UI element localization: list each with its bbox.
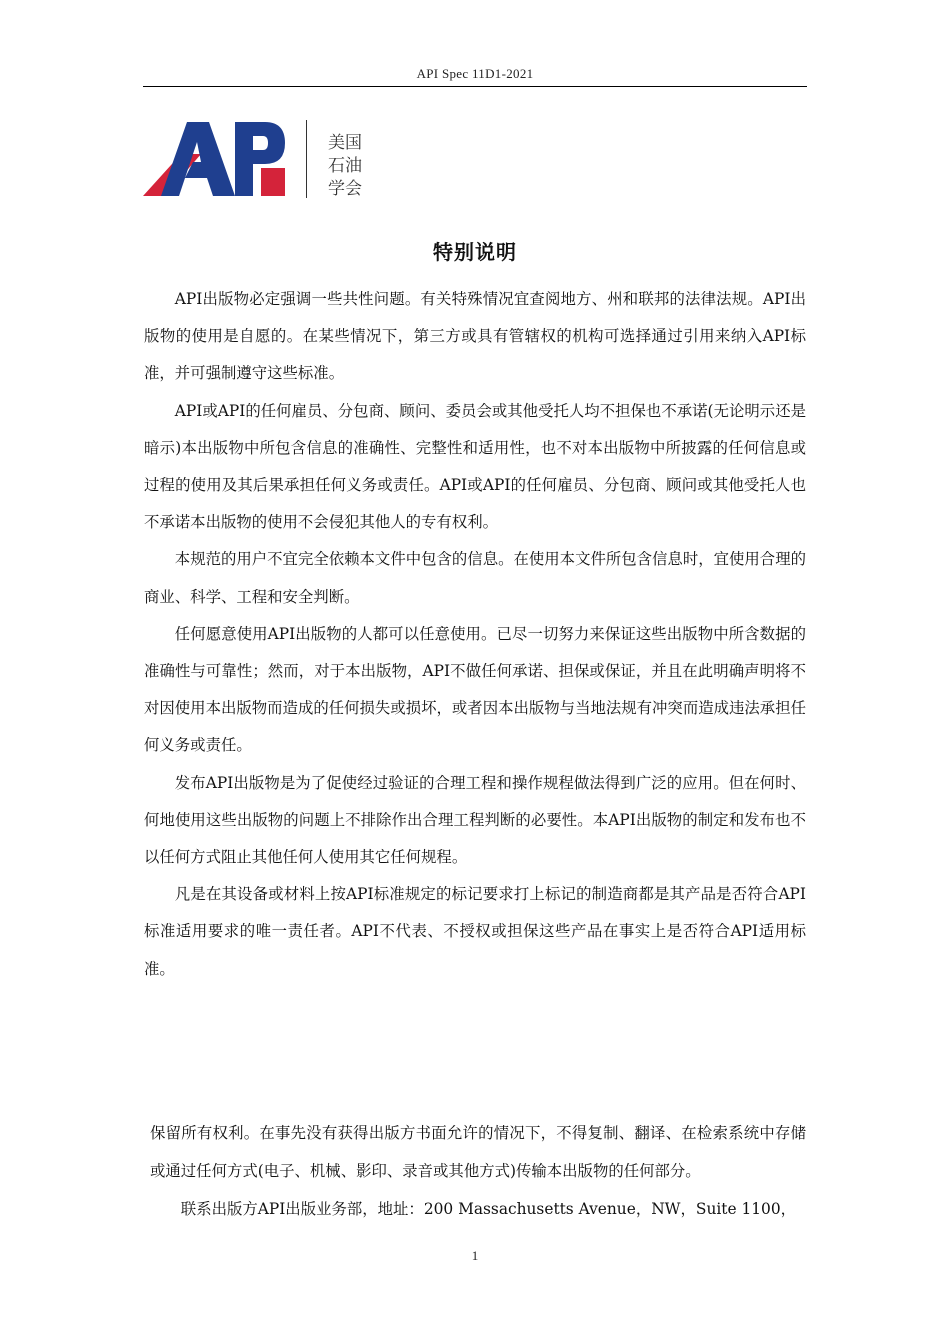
logo-org-name [328,132,362,201]
api-logo-mark-icon [143,118,293,200]
copyright-notice [150,1114,806,1228]
notice-body [144,281,806,988]
paragraph: API或API的任何雇员、分包商、顾问、委员会或其他受托人均不担保也不承诺(无论明示还是暗示)本出版物中所包含信息的准确性、完整性和适用性，也不对本出版物中所披露的任何信息或过程的使用及其后果承担任何义务或责任。API或API的任何雇员、分包商、顾问或其他受托人也不承诺本出版物的使用不会侵犯其他人的专有权利。 [144,401,806,532]
paragraph: 凡是在其设备或材料上按API标准规定的标记要求打上标记的制造商都是其产品是否符合API标准适用要求的唯一责任者。API不代表、不授权或担保这些产品在事实上是否符合API适用标准。 [144,885,806,978]
page-header: API Spec 11D1-2021 [416,66,534,81]
contact-paragraph: 联系出版方API出版业务部，地址：200 Massachusetts Avenue，NW，Suite 1100， [180,1200,797,1218]
logo-org-line: 学会 [328,179,362,199]
paragraph: 本规范的用户不宜完全依赖本文件中包含的信息。在使用本文件所包含信息时，宜使用合理的商业、科学、工程和安全判断。 [144,550,806,606]
header-rule [143,86,807,87]
paragraph: 发布API出版物是为了促使经过验证的合理工程和操作规程做法得到广泛的应用。但在何时、何地使用这些出版物的问题上不排除作出合理工程判断的必要性。本API出版物的制定和发布也不以任何方式阻止其他任何人使用其它任何规程。 [144,773,806,867]
copyright-paragraph: 保留所有权利。在事先没有获得出版方书面允许的情况下，不得复制、翻译、在检索系统中存储或通过任何方式(电子、机械、影印、录音或其他方式)传输本出版物的任何部分。 [150,1124,806,1180]
logo-letter-a [161,122,235,196]
page-number: 1 [471,1248,479,1263]
logo-divider [306,120,307,198]
page-title: 特别说明 [433,240,517,264]
logo-org-line: 石油 [328,156,362,176]
logo-org-line: 美国 [328,133,362,153]
api-logo [143,118,403,203]
paragraph: API出版物必定强调一些共性问题。有关特殊情况宜查阅地方、州和联邦的法律法规。API出版物的使用是自愿的。在某些情况下，第三方或具有管辖权的机构可选择通过引用来纳入API标准，并可强制遵守这些标准。 [144,290,806,383]
logo-red-bar [261,168,285,196]
paragraph: 任何愿意使用API出版物的人都可以任意使用。已尽一切努力来保证这些出版物中所含数据的准确性与可靠性；然而，对于本出版物，API不做任何承诺、担保或保证，并且在此明确声明将不对因使用本出版物而造成的任何损失或损坏，或者因本出版物与当地法规有冲突而造成违法承担任何义务或责任。 [144,624,806,755]
